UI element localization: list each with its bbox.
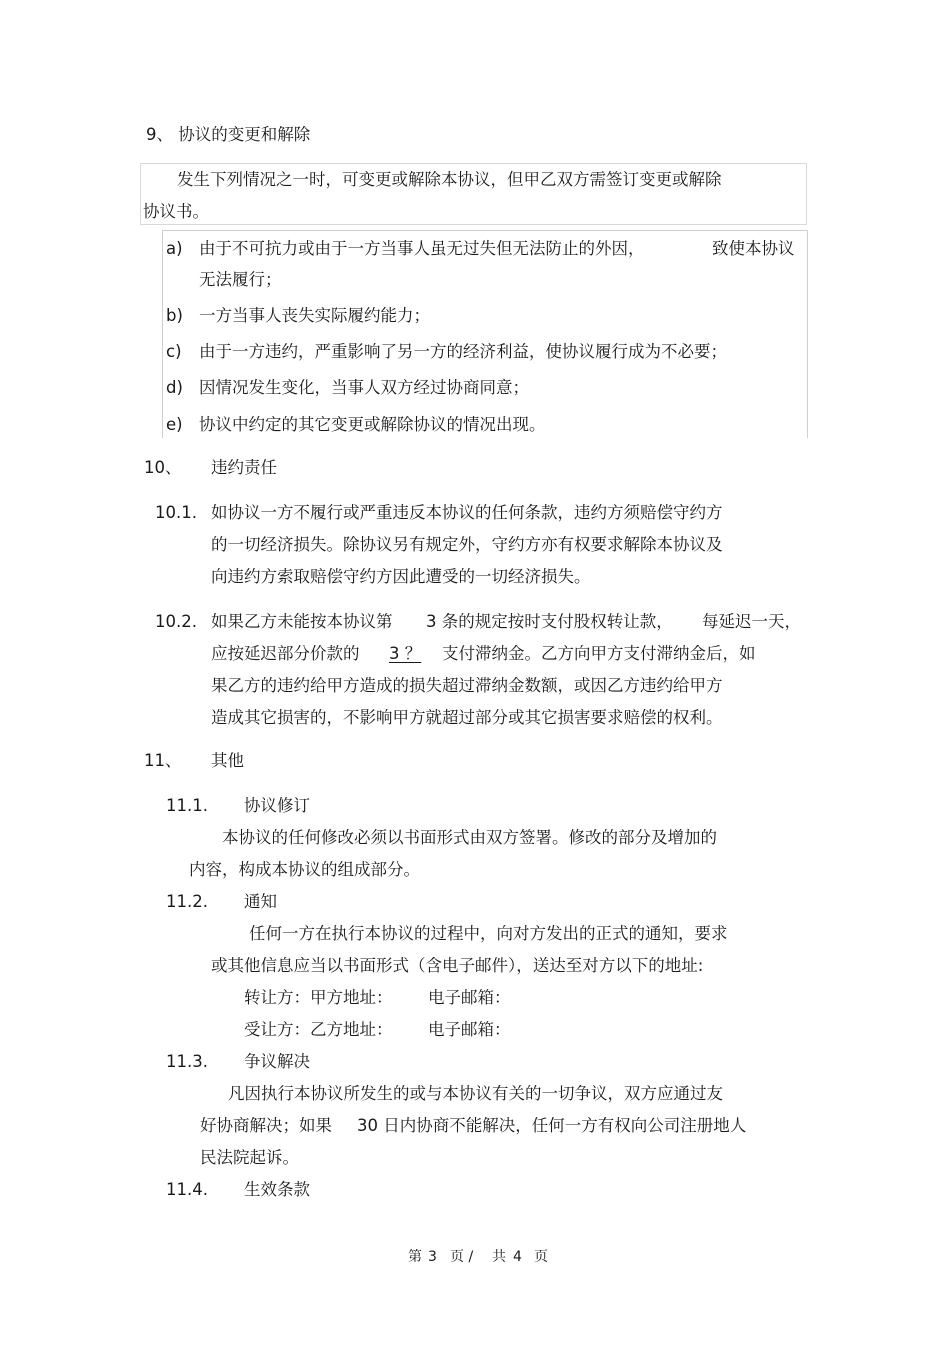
transferor-email-label: 电子邮箱： [428,988,511,1007]
clause-11-3-line2a: 好协商解决；如果 [200,1116,332,1135]
item-a-text: 由于不可抗力或由于一方当事人虽无过失但无法防止的外因， [199,239,645,258]
footer-total-pages: 4 [513,1249,522,1265]
item-b-text: 一方当事人丧失实际履约能力； [199,306,430,325]
clause-10-2-number: 10.2. [155,612,197,631]
clause-11-2-title: 通知 [244,892,277,911]
section-10-title: 违约责任 [211,458,277,477]
item-e-marker: e) [166,415,183,434]
item-a-marker: a) [166,239,183,258]
clause-11-3-line1: 凡因执行本协议所发生的或与本协议有关的一切争议，双方应通过友 [228,1084,723,1103]
clause-11-1-line1: 本协议的任何修改必须以书面形式由双方签署。修改的部分及增加的 [222,828,717,847]
item-c-text: 由于一方违约，严重影响了另一方的经济利益，使协议履行成为不必要； [199,342,727,361]
footer-page-prefix: 第 [408,1249,422,1265]
clause-10-2-line3: 果乙方的违约给甲方造成的损失超过滞纳金数额，或因乙方违约给甲方 [211,676,723,695]
section-10-number: 10、 [144,458,182,477]
footer-total-prefix: 共 [492,1249,506,1265]
clause-11-1-line2: 内容，构成本协议的组成部分。 [189,860,420,879]
clause-10-2-line2a: 应按延迟部分价款的 [211,644,360,663]
section-9-intro-line2: 协议书。 [143,202,209,221]
transferee-email-label: 电子邮箱： [428,1020,511,1039]
item-a-text-line2: 无法履行； [199,270,282,289]
item-e-text: 协议中约定的其它变更或解除协议的情况出现。 [199,415,546,434]
clause-11-1-title: 协议修订 [244,796,310,815]
footer-page-number: 3 [428,1249,437,1265]
item-c-marker: c) [166,342,182,361]
item-d-marker: d) [166,378,183,397]
section-9-intro-line1: 发生下列情况之一时，可变更或解除本协议，但甲乙双方需签订变更或解除 [177,170,722,189]
clause-11-2-line2: 或其他信息应当以书面形式（含电子邮件），送达至对方以下的地址: [211,956,704,975]
clause-10-2-line1a: 如果乙方未能按本协议第 [211,612,393,631]
section-9-list-box [162,230,808,438]
clause-11-4-title: 生效条款 [244,1180,310,1199]
clause-11-4-number: 11.4. [166,1180,208,1199]
footer-page-suffix: 页 / [450,1249,474,1265]
clause-11-2-line1: 任何一方在执行本协议的过程中，向对方发出的正式的通知，要求 [249,924,728,943]
section-9-title: 9、 协议的变更和解除 [146,125,311,144]
clause-11-3-title: 争议解决 [244,1052,310,1071]
clause-11-3-number: 11.3. [166,1052,208,1071]
transferee-address-label: 受让方：乙方地址： [244,1020,393,1039]
item-b-marker: b) [166,306,183,325]
item-d-text: 因情况发生变化，当事人双方经过协商同意； [199,378,529,397]
clause-11-2-number: 11.2. [166,892,208,911]
transferor-address-label: 转让方：甲方地址： [244,988,393,1007]
clause-11-1-number: 11.1. [166,796,208,815]
clause-10-2-line1c: 每延迟一天， [702,612,801,631]
clause-10-2-line2c: 支付滞纳金。乙方向甲方支付滞纳金后，如 [442,644,756,663]
clause-10-1-line2: 的一切经济损失。除协议另有规定外，守约方亦有权要求解除本协议及 [211,535,723,554]
footer-total-suffix: 页 [534,1249,548,1265]
item-a-text-end: 致使本协议 [712,239,795,258]
clause-11-3-line3: 民法院起诉。 [200,1148,299,1167]
section-11-number: 11、 [144,751,182,770]
clause-10-1-line1: 如协议一方不履行或严重违反本协议的任何条款，违约方须赔偿守约方 [211,503,723,522]
clause-11-3-line2b: 30 日内协商不能解决，任何一方有权向公司注册地人 [357,1116,747,1135]
clause-10-1-number: 10.1. [155,503,197,522]
section-11-title: 其他 [211,751,244,770]
clause-10-2-line4: 造成其它损害的，不影响甲方就超过部分或其它损害要求赔偿的权利。 [211,708,723,727]
late-fee-rate-blank: 3 ？ [389,644,422,663]
clause-10-1-line3: 向违约方索取赔偿守约方因此遭受的一切经济损失。 [211,567,591,586]
clause-10-2-line1b: 3 条的规定按时支付股权转让款， [426,612,673,631]
